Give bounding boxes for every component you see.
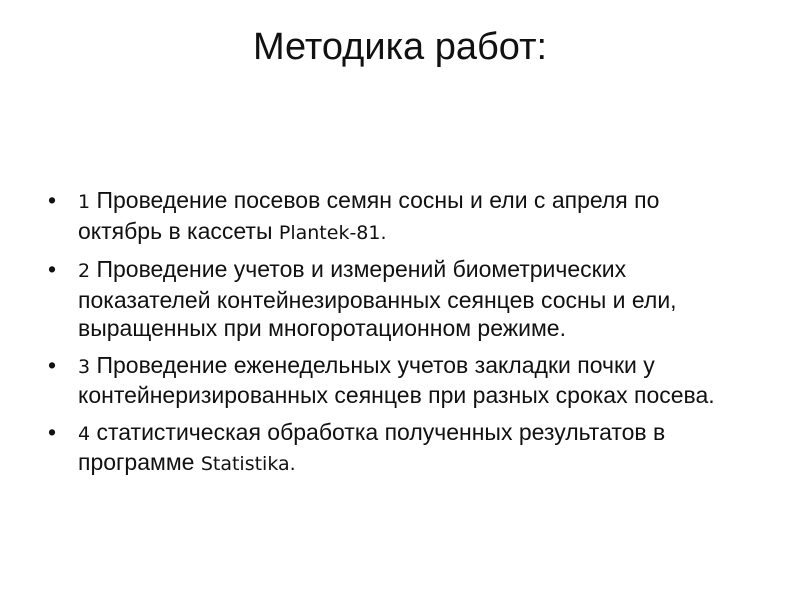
item-number: 1	[78, 191, 91, 213]
bullet-icon: •	[48, 256, 57, 282]
bullet-list	[48, 186, 748, 487]
list-item	[48, 186, 748, 247]
list-item	[48, 255, 748, 343]
item-number: 2	[78, 260, 91, 282]
item-number: 3	[78, 355, 91, 378]
list-item	[48, 418, 748, 479]
item-text: Проведение учетов и измерений биометрических показателей контейнезированных сеянцев сосны и ели, выращенных при многоротационном режиме.	[78, 256, 677, 341]
bullet-icon: •	[48, 418, 57, 445]
item-latin-text: Statistika.	[200, 453, 296, 475]
item-number: 4	[78, 422, 91, 445]
bullet-icon: •	[48, 187, 57, 213]
list-item	[48, 351, 748, 410]
item-text: статистическая обработка полученных результатов в программе	[78, 418, 666, 475]
item-text: Проведение посевов семян сосны и ели с апреля по октябрь в кассеты	[78, 187, 660, 244]
bullet-icon: •	[48, 351, 57, 378]
slide-title: Методика работ:	[252, 26, 548, 68]
item-latin-text: Plantek-81.	[278, 221, 387, 244]
item-text: Проведение еженедельных учетов закладки почки у контейнеризированных сеянцев при разных сроках посева.	[78, 351, 715, 408]
